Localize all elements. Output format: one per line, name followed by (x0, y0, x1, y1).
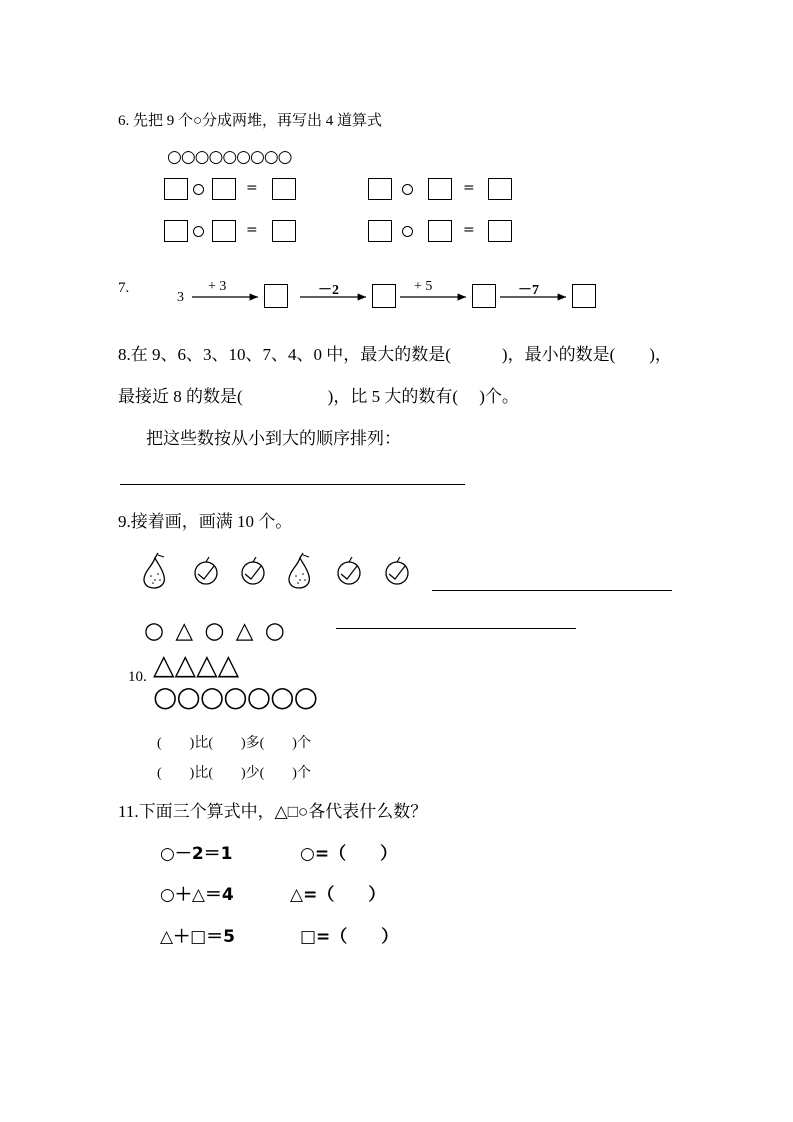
q11-equation-1: ○－2＝1 (160, 844, 233, 864)
q11-equation-2: ○＋△＝4 (160, 885, 234, 905)
equals-sign: = (463, 222, 475, 238)
q11-equation-3: △＋□＝5 (160, 927, 235, 947)
q11-title: 11.下面三个算式中，△□○各代表什么数？ (118, 802, 428, 821)
q7-op-3: + 5 (414, 279, 433, 294)
q11-answer-1: ○=（ ） (300, 844, 398, 864)
q10-number: 10. (128, 669, 147, 685)
q7-number: 7. (118, 280, 130, 296)
q8-line1: 8.在 9、6、3、10、7、4、0 中，最大的数是( )，最小的数是( )， (118, 345, 672, 364)
q9-title: 9.接着画，画满 10 个。 (118, 512, 293, 531)
apple-icon (242, 557, 264, 584)
q9-answer-line-1[interactable] (432, 590, 672, 591)
apple-icon (386, 557, 408, 584)
apple-icon (195, 557, 217, 584)
apple-icon (338, 557, 360, 584)
q8-line3: 把这些数按从小到大的顺序排列： (146, 429, 401, 448)
q7-op-1: + 3 (208, 279, 227, 294)
q9-answer-line-2[interactable] (336, 628, 576, 629)
q6-title: 6. 先把 9 个○分成两堆，再写出 4 道算式 (118, 113, 383, 129)
q7-op-4: －7 (518, 283, 539, 298)
q6-circles: ○○○○○○○○○ (167, 147, 292, 167)
q10-triangles: △△△△ (153, 648, 240, 681)
q7-op-2: －2 (318, 283, 339, 298)
q7-start: 3 (177, 290, 184, 305)
q10-compare-2: ( )比( )少( )个 (157, 766, 311, 781)
equals-sign: = (246, 180, 258, 196)
equals-sign: = (463, 180, 475, 196)
pear-icon (289, 553, 309, 588)
q10-circles: ○○○○○○○ (153, 680, 318, 713)
q11-answer-3: □=（ ） (300, 927, 399, 947)
q11-answer-2: △=（ ） (290, 885, 386, 905)
equals-sign: = (246, 222, 258, 238)
q9-shape-row: ○ △ ○ △ ○ (144, 618, 287, 644)
q8-line2: 最接近 8 的数是( )，比 5 大的数有( )个。 (118, 387, 519, 406)
q10-compare-1: ( )比( )多( )个 (157, 736, 311, 751)
pear-icon (144, 553, 164, 588)
